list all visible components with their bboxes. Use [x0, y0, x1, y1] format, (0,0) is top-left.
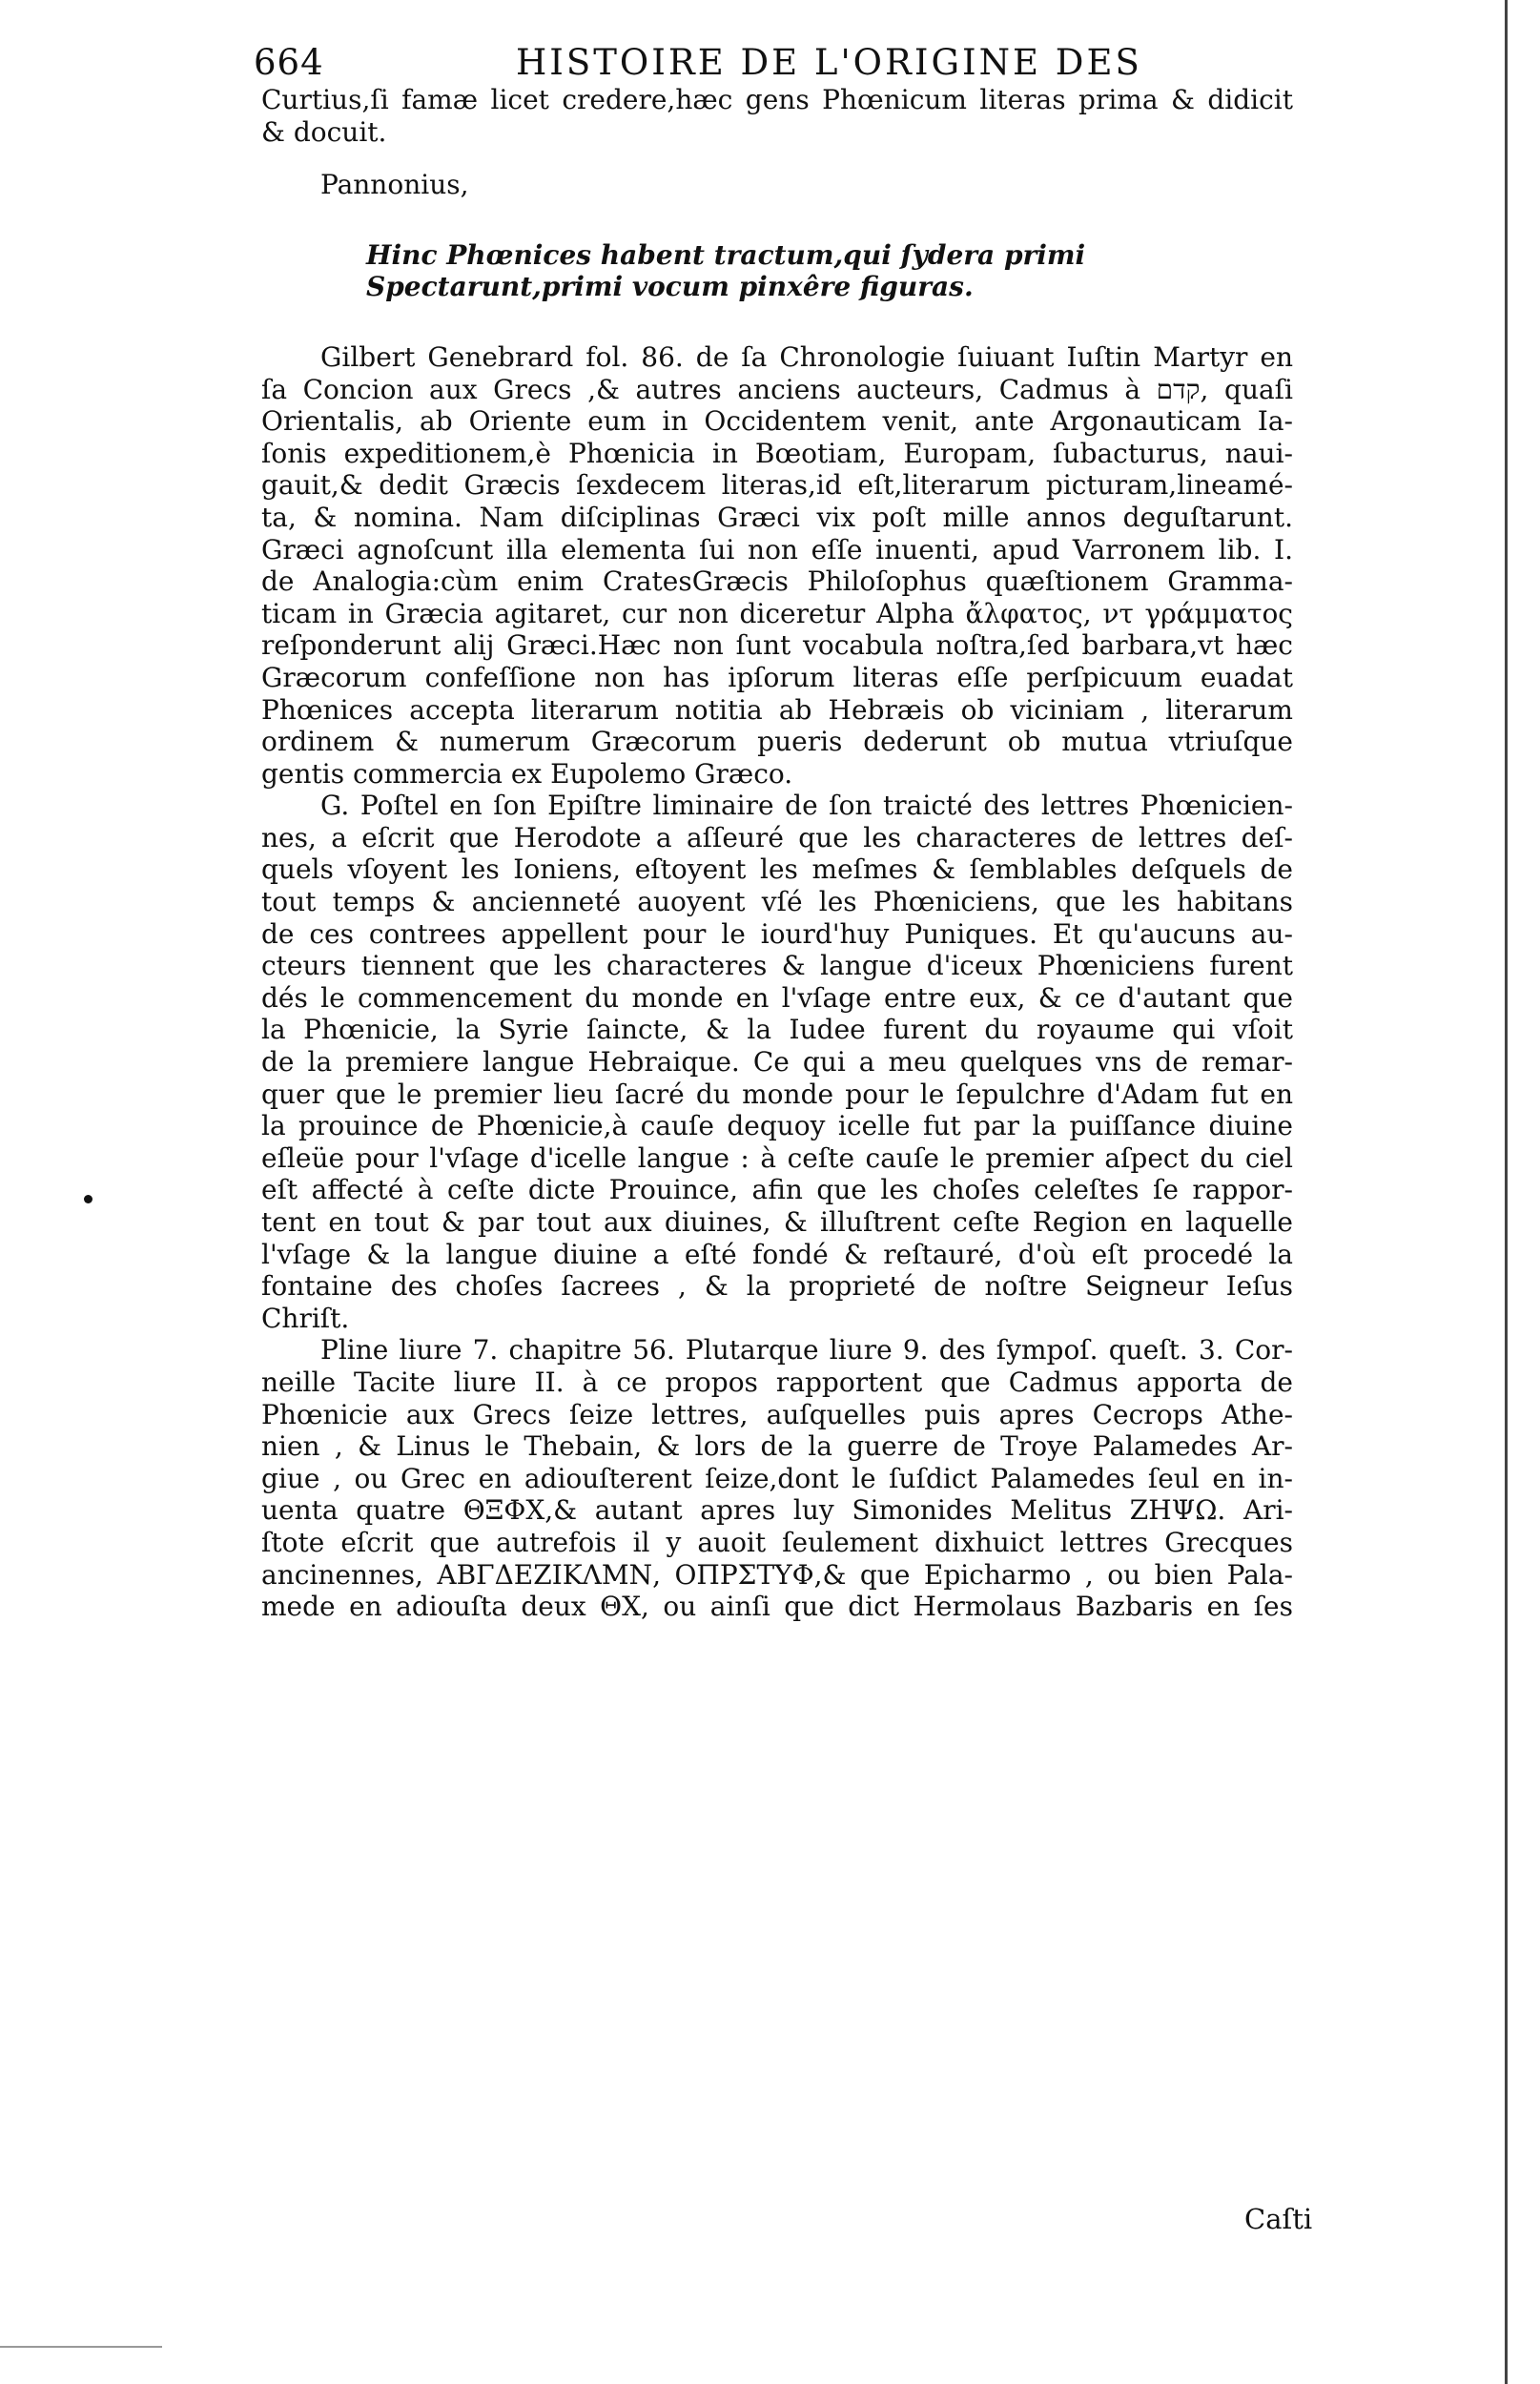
text-line: eſleüe pour l'vſage d'icelle langue : à ceſte cauſe le premier aſpect du ciel — [261, 1141, 1293, 1174]
text-line: uenta quatre ΘΞΦΧ,& autant apres luy Simonides Melitus ΖΗΨΩ. Ari- — [261, 1494, 1293, 1527]
text-line: eſt affecté à ceſte dicte Prouince, afin que les choſes celeſtes ſe rappor- — [261, 1174, 1293, 1206]
text-line: ta, & nomina. Nam diſciplinas Græci vix poſt mille annos deguſtarunt. — [261, 501, 1293, 533]
text-line: tent en tout & par tout aux diuines, & illuſtrent ceſte Region en laquelle — [261, 1206, 1293, 1238]
bottom-rule — [0, 2346, 162, 2348]
text-line: de Analogia:cùm enim CratesGræcis Philoſophus quæſtionem Gramma- — [261, 565, 1293, 598]
verse-line: Spectarunt,primi vocum pinxêre figuras. — [366, 271, 974, 303]
text-line: giue , ou Grec en adiouſterent ſeize,dont le ſuſdict Palamedes ſeul en in- — [261, 1462, 1293, 1494]
text-line: de la premiere langue Hebraique. Ce qui a meu quelques vns de remar- — [261, 1046, 1293, 1079]
body-text — [261, 84, 1293, 1623]
text-line: Phœnices accepta literarum notitia ab Hebræis ob viciniam , literarum — [261, 693, 1293, 726]
text-line: G. Poſtel en ſon Epiſtre liminaire de ſon traicté des lettres Phœnicien- — [320, 790, 1293, 822]
text-line: mede en adiouſta deux ΘΧ, ou ainſi que dict Hermolaus Bazbaris en ſes — [261, 1591, 1293, 1623]
verse-line: Hinc Phœnices habent tractum,qui ſydera primi — [366, 238, 1086, 271]
text-line: gauit,& dedit Græcis ſexdecem literas,id eſt,literarum picturam,lineamé- — [261, 469, 1293, 502]
text-line: nien , & Linus le Thebain, & lors de la guerre de Troye Palamedes Ar- — [261, 1430, 1293, 1463]
text-line: de ces contrees appellent pour le iourd'huy Puniques. Et qu'aucuns au- — [261, 917, 1293, 950]
page-edge-rule — [1505, 0, 1508, 2384]
text-line: Pannonius, — [320, 169, 469, 201]
text-line: l'vſage & la langue diuine a eſté fondé & reſtauré, d'où eſt procedé la — [261, 1238, 1293, 1270]
text-line: & docuit. — [261, 115, 387, 148]
catchword: Caſti — [1244, 2203, 1313, 2235]
page-header — [254, 42, 1293, 90]
text-line: neille Tacite liure II. à ce propos rapportent que Cadmus apporta de — [261, 1366, 1293, 1398]
text-line: ſtote eſcrit que autrefois il y auoit ſeulement dixhuict lettres Grecques — [261, 1526, 1293, 1558]
text-line: dés le commencement du monde en l'vſage entre eux, & ce d'autant que — [261, 981, 1293, 1014]
text-line: quels vſoyent les Ioniens, eſtoyent les meſmes & ſemblables deſquels de — [261, 853, 1293, 886]
text-line: quer que le premier lieu ſacré du monde pour le ſepulchre d'Adam fut en — [261, 1078, 1293, 1110]
text-line: cteurs tiennent que les characteres & langue d'iceux Phœniciens furent — [261, 950, 1293, 982]
blank-line — [261, 303, 1293, 341]
text-line: la Phœnicie, la Syrie ſaincte, & la Iudee furent du royaume qui vſoit — [261, 1014, 1293, 1046]
text-line: Phœnicie aux Grecs ſeize lettres, auſquelles puis apres Cecrops Athe- — [261, 1398, 1293, 1430]
text-line: ancinennes, ΑΒΓΔΕΖΙΚΛΜΝ, ΟΠΡΣΤΥΦ,& que Epicharmo , ou bien Pala- — [261, 1558, 1293, 1591]
text-line: Orientalis, ab Oriente eum in Occidentem venit, ante Argonauticam Ia- — [261, 405, 1293, 438]
text-line: Chriſt. — [261, 1302, 350, 1334]
text-line: Græcorum confeſſione non has ipſorum literas eſſe perſpicuum euadat — [261, 661, 1293, 693]
text-line: reſponderunt alij Græci.Hæc non ſunt vocabula noſtra,ſed barbara,vt hæc — [261, 629, 1293, 662]
text-line: la prouince de Phœnicie,à cauſe dequoy icelle fut par la puiſſance diuine — [261, 1110, 1293, 1142]
text-line: ſa Concion aux Grecs ,& autres anciens aucteurs, Cadmus à קדם, quaſi — [261, 373, 1293, 405]
text-line: gentis commercia ex Eupolemo Græco. — [261, 757, 793, 790]
page-number: 664 — [254, 42, 324, 83]
text-line: ſonis expeditionem,è Phœnicia in Bœotiam, Europam, ſubacturus, naui- — [261, 437, 1293, 469]
text-line: tout temps & ancienneté auoyent vſé les Phœniciens, que les habitans — [261, 886, 1293, 918]
text-line: Gilbert Genebrard fol. 86. de ſa Chronologie ſuiuant Iuſtin Martyr en — [320, 340, 1293, 373]
text-line: Græci agnoſcunt illa elementa ſui non eſſe inuenti, apud Varronem lib. I. — [261, 533, 1293, 565]
text-line: ticam in Græcia agitaret, cur non diceretur Alpha ἄλφατος, ντ γράμματος — [261, 597, 1293, 629]
text-line: Curtius,ſi famæ licet credere,hæc gens Phœnicum literas prima & didicit — [261, 84, 1293, 115]
margin-mark — [84, 1195, 92, 1203]
text-line: nes, a eſcrit que Herodote a aſſeuré que les characteres de lettres deſ- — [261, 821, 1293, 853]
running-head: HISTOIRE DE L'ORIGINE DES — [516, 42, 1142, 83]
text-line: fontaine des choſes ſacrees , & la proprieté de noſtre Seigneur Ieſus — [261, 1270, 1293, 1303]
blank-line — [261, 148, 1293, 169]
text-line: Pline liure 7. chapitre 56. Plutarque liure 9. des ſympoſ. queſt. 3. Cor- — [320, 1334, 1293, 1367]
blank-line — [261, 201, 1293, 239]
text-line: ordinem & numerum Græcorum pueris dederunt ob mutua vtriuſque — [261, 726, 1293, 758]
